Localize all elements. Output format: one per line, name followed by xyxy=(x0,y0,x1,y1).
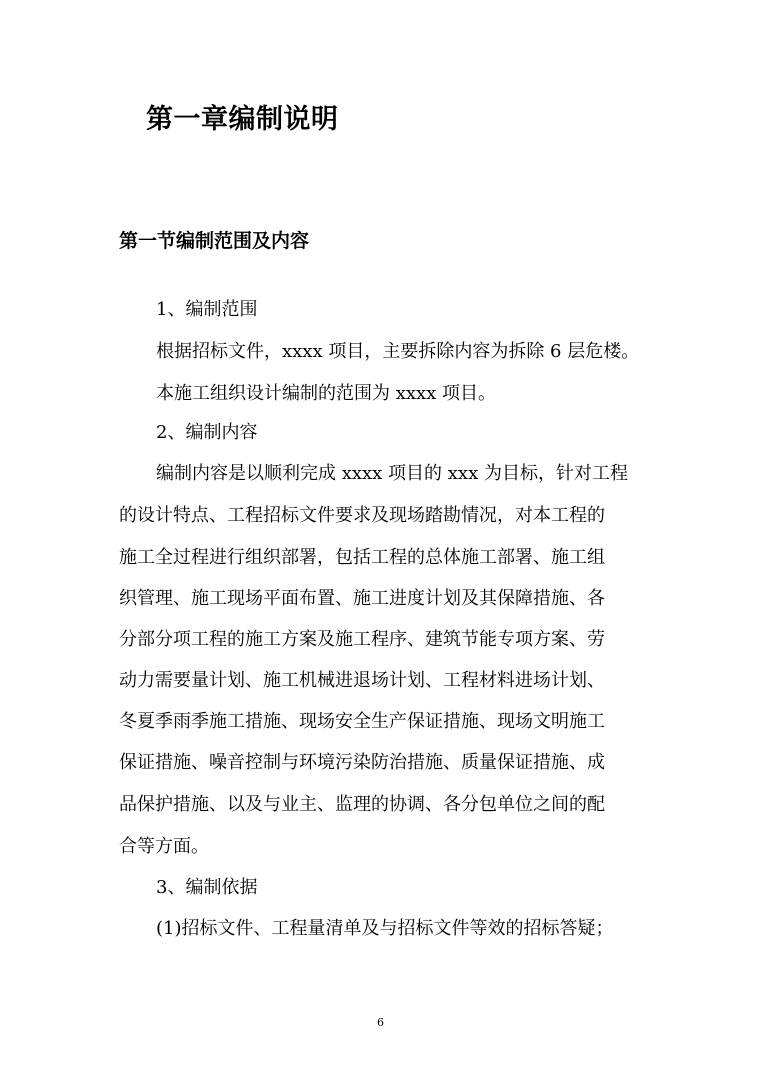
section-title: 第一节编制范围及内容 xyxy=(119,230,310,252)
item2-text-line: 动力需要量计划、施工机械进退场计划、工程材料进场计划、 xyxy=(119,670,605,691)
item2-text-line: 编制内容是以顺利完成 xxxx 项目的 xxx 为目标，针对工程 xyxy=(156,463,628,484)
item2-text-line: 冬夏季雨季施工措施、现场安全生产保证措施、现场文明施工 xyxy=(119,711,605,732)
page-number: 6 xyxy=(377,1016,384,1029)
item2-text-line: 合等方面。 xyxy=(119,836,209,857)
item3-heading: 3、编制依据 xyxy=(156,877,258,898)
item2-text-line: 保证措施、噪音控制与环境污染防治措施、质量保证措施、成 xyxy=(119,752,605,773)
item1-heading: 1、编制范围 xyxy=(156,299,258,320)
item2-text-line: 织管理、施工现场平面布置、施工进度计划及其保障措施、各 xyxy=(119,588,605,609)
item1-paragraph-2: 本施工组织设计编制的范围为 xxxx 项目。 xyxy=(156,383,497,404)
item2-text-line: 分部分项工程的施工方案及施工程序、建筑节能专项方案、劳 xyxy=(119,629,605,650)
item1-paragraph-1: 根据招标文件，xxxx 项目，主要拆除内容为拆除 6 层危楼。 xyxy=(156,341,640,362)
item2-text-line: 的设计特点、工程招标文件要求及现场踏勘情况，对本工程的 xyxy=(119,505,605,526)
item2-text-line: 施工全过程进行组织部署，包括工程的总体施工部署、施工组 xyxy=(119,547,605,568)
item2-text-line: 品保护措施、以及与业主、监理的协调、各分包单位之间的配 xyxy=(119,794,605,815)
chapter-title: 第一章编制说明 xyxy=(146,104,339,135)
item3-paragraph-1: (1)招标文件、工程量清单及与招标文件等效的招标答疑； xyxy=(156,918,614,939)
item2-heading: 2、编制内容 xyxy=(156,422,258,443)
